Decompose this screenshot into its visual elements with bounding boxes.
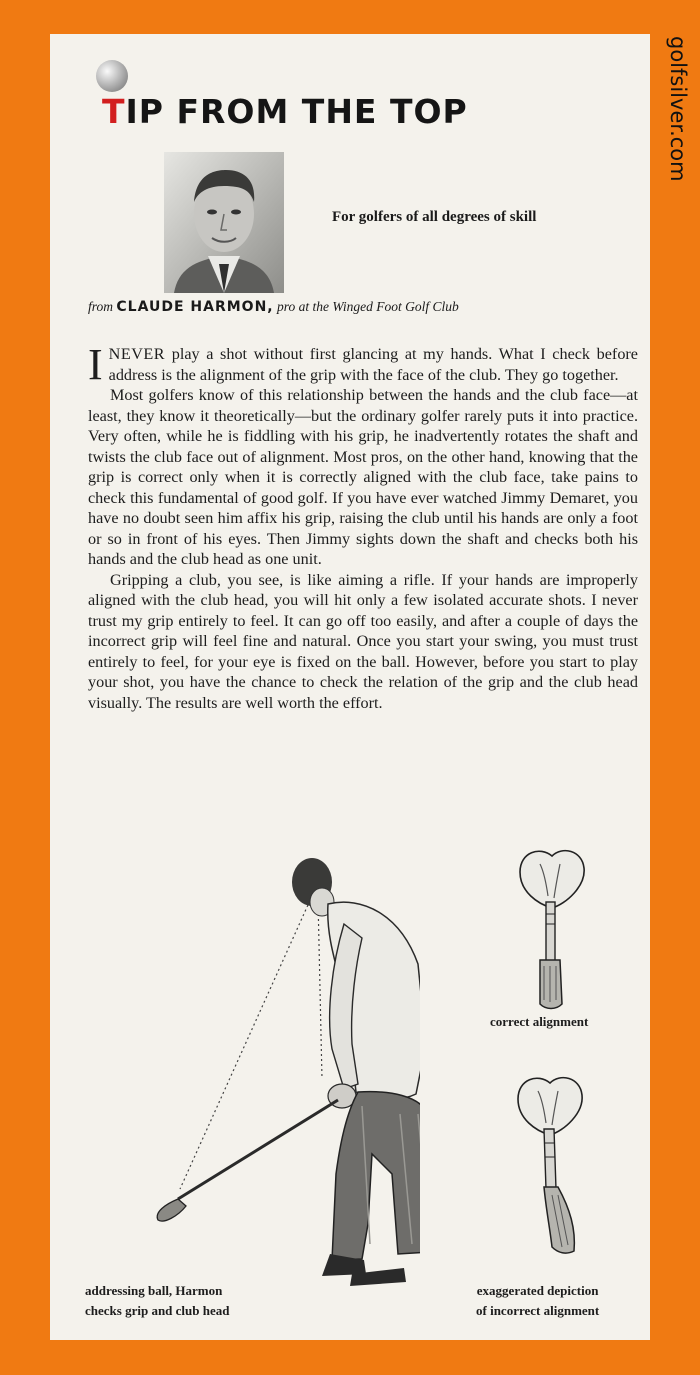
article-body xyxy=(88,340,638,713)
byline-from: from xyxy=(88,299,114,314)
page-title xyxy=(102,92,468,131)
subtitle: For golfers of all degrees of skill xyxy=(332,209,537,225)
golfer-illustration xyxy=(100,844,420,1304)
lead-text: play a shot without first glancing at my hands. What I check before address is the alignment of the grip with the face of the club. They go together. xyxy=(108,345,638,384)
caption-main-line-2: checks grip and club head xyxy=(85,1303,230,1318)
site-watermark-text: golfsilver.com xyxy=(666,36,690,182)
article-paragraph-2: Most golfers know of this relationship between the hands and the club face—at least, they know it theoretically—but the ordinary golfer rarely puts it into practice. Very often, while he is fiddling with his grip, he inadvertently rotates the shaft and twists the club face out of alignment. Most pros, on the other hand, knowing that the grip is correct only when it is correctly aligned with the club face, take pains to check this fundamental of good golf. If you have ever watched Jimmy Demaret, you have no doubt seen him affix his grip, raising the club until his hands are only a foot or so in front of his eyes. Then Jimmy sights down the shaft and checks both his hands and the club head as one unit. xyxy=(88,386,638,568)
correct-alignment-illustration xyxy=(500,842,600,1012)
caption-incorrect xyxy=(476,1281,599,1321)
site-watermark xyxy=(663,36,693,276)
author-affiliation: pro at the Winged Foot Golf Club xyxy=(277,299,459,314)
article-paragraph-1 xyxy=(88,340,638,389)
magazine-page xyxy=(50,34,650,1340)
title-rest: IP FROM THE TOP xyxy=(125,92,468,131)
caption-correct: correct alignment xyxy=(490,1014,589,1029)
golf-ball-icon xyxy=(96,60,128,92)
caption-main xyxy=(85,1281,229,1321)
drop-cap: I xyxy=(88,340,103,389)
author-portrait xyxy=(164,152,284,293)
caption-incorrect-line-1: exaggerated depiction xyxy=(476,1283,599,1298)
lead-word: NEVER xyxy=(108,345,166,363)
incorrect-alignment-illustration xyxy=(500,1069,600,1259)
title-accent-letter: T xyxy=(102,92,126,131)
caption-incorrect-line-2: of incorrect alignment xyxy=(476,1303,600,1318)
article-paragraph-3: Gripping a club, you see, is like aiming a rifle. If your hands are improperly aligned with the club head, you will hit only a few isolated accurate shots. I never trust my grip entirely to feel. It can go off too easily, and after a couple of days the incorrect grip will feel fine and natural. Once you start your swing, you must trust entirely to feel, for your eye is fixed on the ball. However, before you start to play your shot, you have the chance to check the relation of the grip and the club head visually. The results are well worth the effort. xyxy=(88,570,638,712)
caption-main-line-1: addressing ball, Harmon xyxy=(85,1283,223,1298)
byline xyxy=(88,299,459,315)
author-name: CLAUDE HARMON, xyxy=(116,299,274,315)
